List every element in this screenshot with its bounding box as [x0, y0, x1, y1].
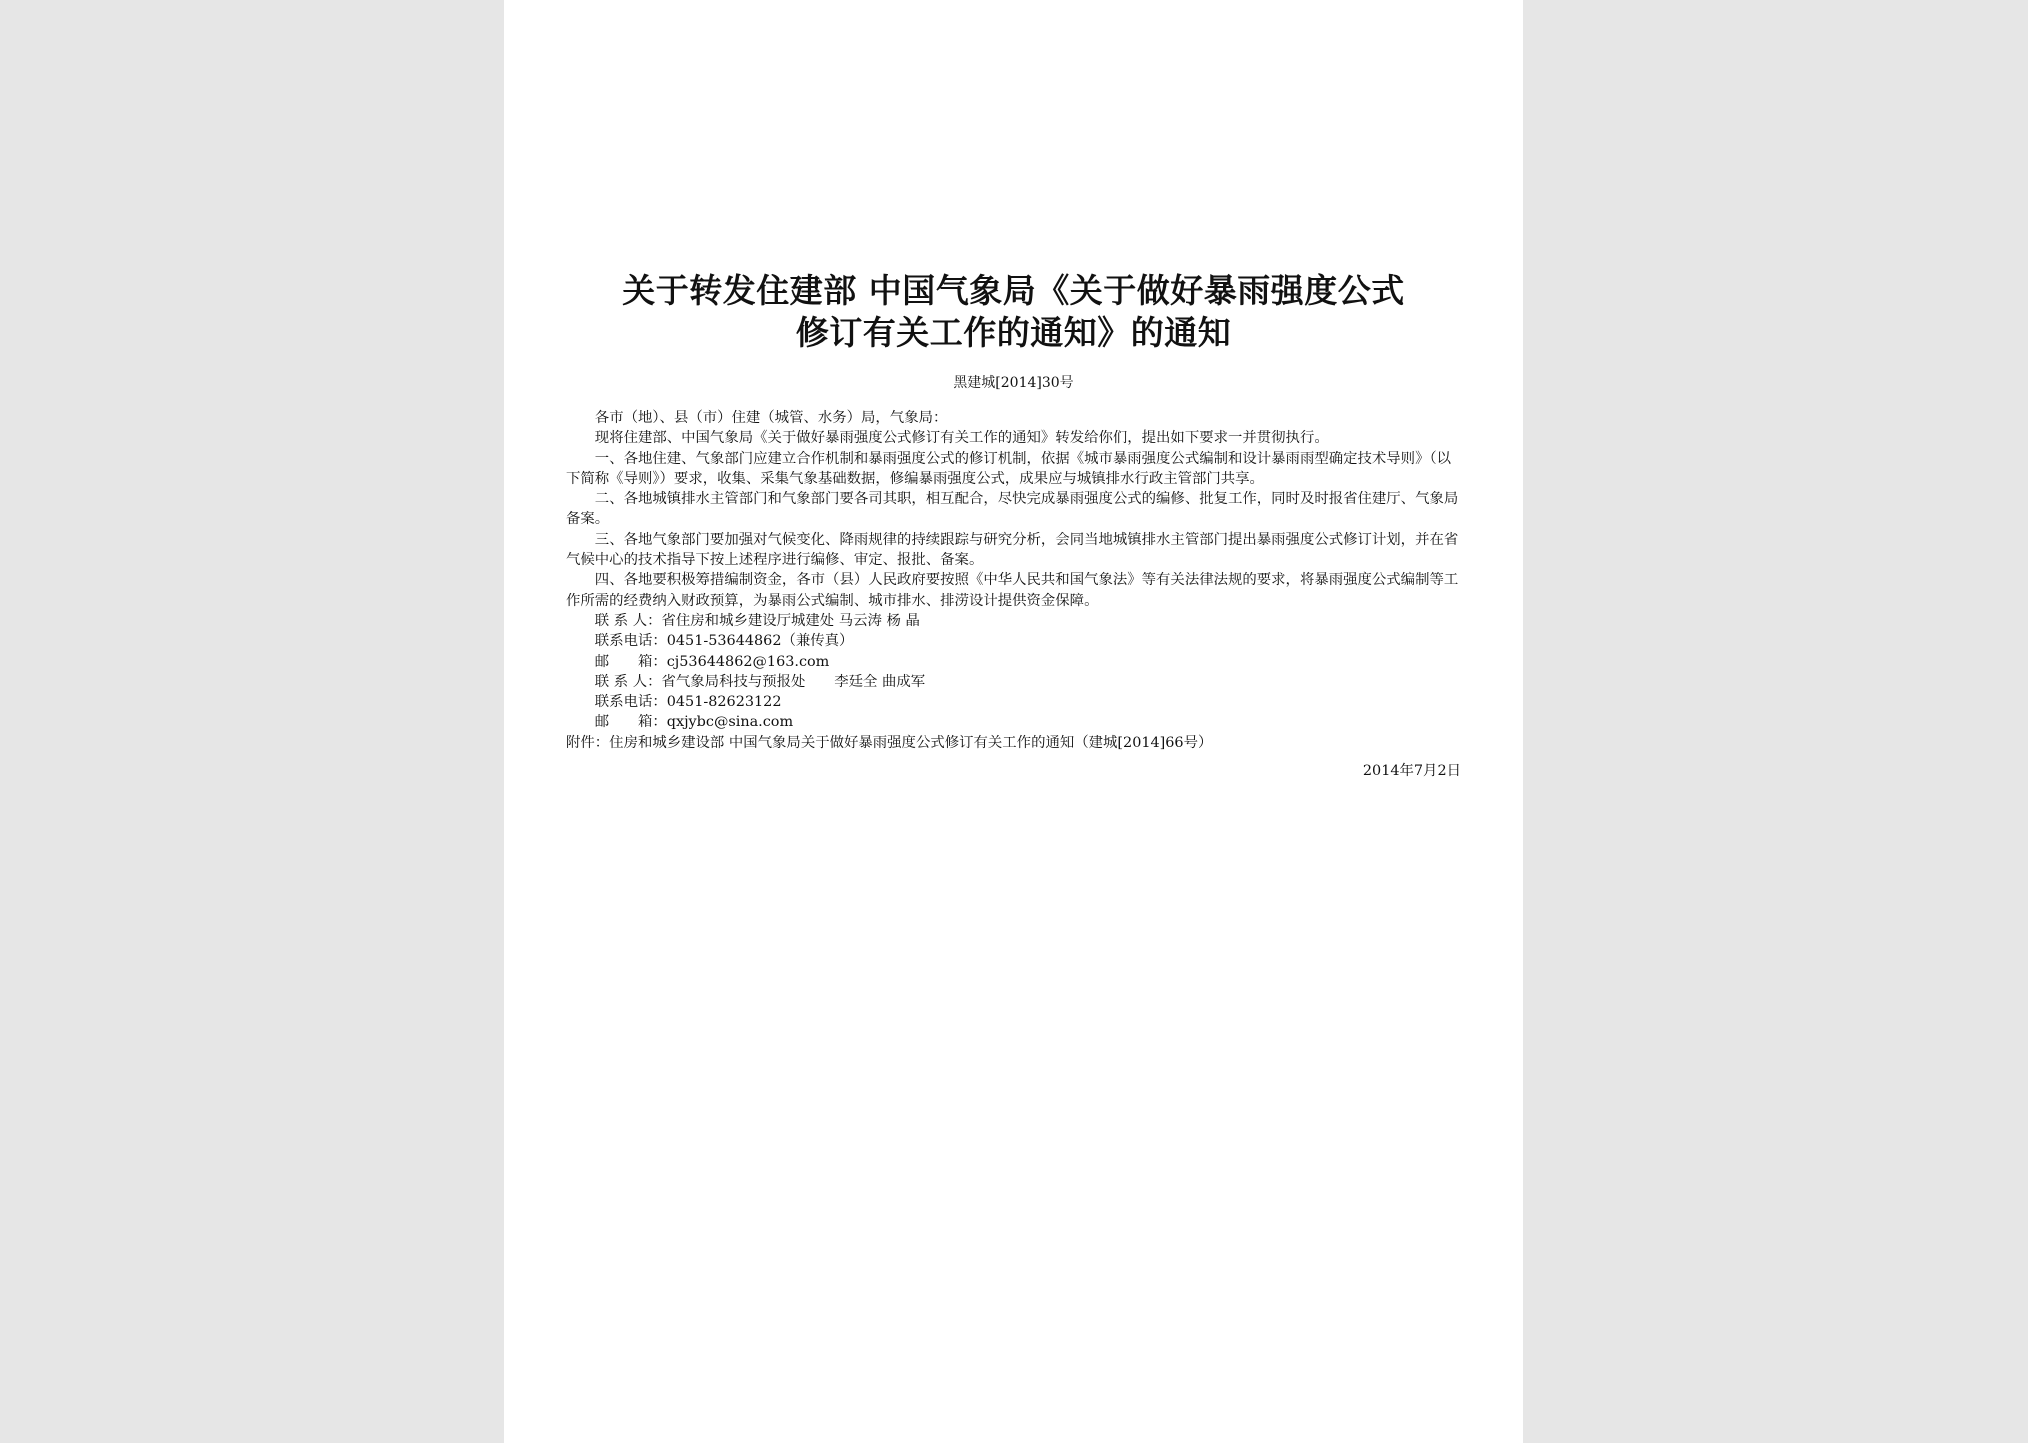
document-body	[566, 408, 1461, 781]
document-page	[504, 0, 1523, 1443]
item-2-paragraph: 二、各地城镇排水主管部门和气象部门要各司其职，相互配合，尽快完成暴雨强度公式的编修、批复工作，同时及时报省住建厅、气象局备案。	[566, 491, 1459, 528]
contact-1-email: 邮 箱：cj53644862@163.com	[594, 653, 830, 670]
salutation: 各市（地）、县（市）住建（城管、水务）局，气象局：	[594, 410, 948, 426]
document-title	[504, 270, 1523, 354]
intro-paragraph: 现将住建部、中国气象局《关于做好暴雨强度公式修订有关工作的通知》转发给你们，提出如下要求一并贯彻执行。	[594, 430, 1329, 447]
document-number: 黑建城[2014]30号	[953, 375, 1074, 391]
title-line-1: 关于转发住建部 中国气象局《关于做好暴雨强度公式	[622, 271, 1405, 310]
document-date: 2014年7月2日	[1362, 763, 1461, 780]
item-3-paragraph: 三、各地气象部门要加强对气候变化、降雨规律的持续跟踪与研究分析，会同当地城镇排水主管部门提出暴雨强度公式修订计划，并在省气候中心的技术指导下按上述程序进行编修、审定、报批、备案。	[566, 531, 1459, 569]
attachment-line: 附件：住房和城乡建设部 中国气象局关于做好暴雨强度公式修订有关工作的通知（建城[2014]66号）	[566, 734, 1213, 751]
contact-1-phone: 联系电话：0451-53644862（兼传真）	[594, 633, 854, 650]
item-4-paragraph: 四、各地要积极筹措编制资金，各市（县）人民政府要按照《中华人民共和国气象法》等有关法律法规的要求，将暴雨强度公式编制等工作所需的经费纳入财政预算，为暴雨公式编制、城市排水、排涝设计提供资金保障。	[566, 572, 1459, 609]
contact-2-person: 联 系 人：省气象局科技与预报处 李廷全 曲成军	[594, 673, 926, 690]
contact-1-person: 联 系 人：省住房和城乡建设厅城建处 马云涛 杨 晶	[594, 612, 920, 629]
contact-2-email: 邮 箱：qxjybc@sina.com	[594, 714, 794, 731]
item-1-paragraph: 一、各地住建、气象部门应建立合作机制和暴雨强度公式的修订机制，依据《城市暴雨强度公式编制和设计暴雨雨型确定技术导则》（以下简称《导则》）要求，收集、采集气象基础数据，修编暴雨强度公式，成果应与城镇排水行政主管部门共享。	[566, 450, 1452, 487]
title-line-2: 修订有关工作的通知》的通知	[795, 313, 1232, 352]
contact-2-phone: 联系电话：0451-82623122	[594, 694, 782, 711]
